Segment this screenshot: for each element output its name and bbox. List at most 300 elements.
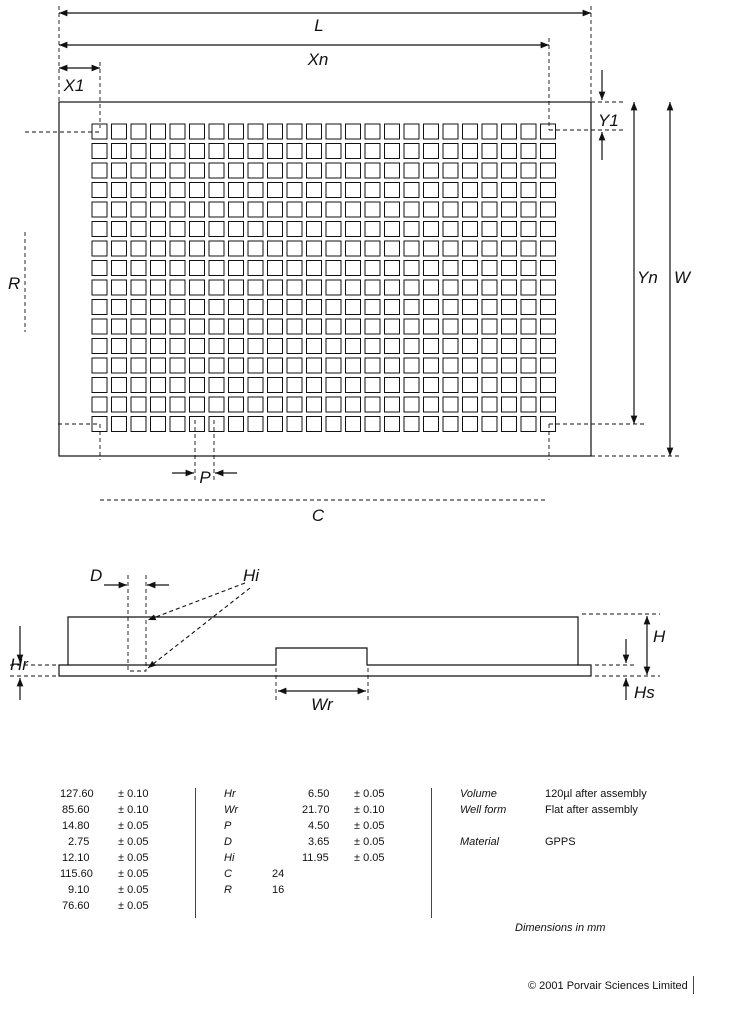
well [346,202,361,217]
label-P: P [199,468,211,487]
well [307,417,322,432]
well [424,261,439,276]
well [131,222,146,237]
well [443,222,458,237]
well [151,124,166,139]
well [463,261,478,276]
spec-value: 11.95 [302,852,329,864]
label-Yn: Yn [637,268,658,287]
label-Y1: Y1 [598,111,619,130]
well [541,319,556,334]
well [502,222,517,237]
well [424,417,439,432]
well [346,222,361,237]
well [209,222,224,237]
well [268,358,283,373]
well [287,378,302,393]
well [482,124,497,139]
well [424,300,439,315]
well [248,397,263,412]
well [229,183,244,198]
well [170,124,185,139]
side-view [10,575,660,700]
well [404,241,419,256]
well [502,261,517,276]
well [404,339,419,354]
well [112,280,127,295]
well [209,202,224,217]
spec-value: Flat after assembly [545,804,638,816]
label-Xn: Xn [307,50,329,69]
well [307,144,322,159]
well [482,183,497,198]
well [307,339,322,354]
well [346,124,361,139]
well [268,124,283,139]
well [112,378,127,393]
well [170,280,185,295]
well [385,144,400,159]
well [92,378,107,393]
well [541,202,556,217]
well [209,163,224,178]
well [190,339,205,354]
well [404,124,419,139]
well [287,144,302,159]
well [287,183,302,198]
spec-value: 16 [272,884,285,896]
well [92,222,107,237]
well [112,319,127,334]
spec-value: 4.50 [308,820,330,832]
well [463,124,478,139]
well [268,280,283,295]
spec-symbol: Hi [224,852,235,864]
well [287,319,302,334]
label-Hs: Hs [634,683,655,702]
well [521,202,536,217]
well [346,339,361,354]
well [307,124,322,139]
well [92,280,107,295]
spec-symbol: D [224,836,232,848]
well [151,163,166,178]
label-H: H [653,627,666,646]
well [92,339,107,354]
well [502,124,517,139]
well [307,397,322,412]
well [326,378,341,393]
well [365,280,380,295]
well [365,319,380,334]
well [92,397,107,412]
well [443,261,458,276]
well [287,339,302,354]
well [521,124,536,139]
well [170,144,185,159]
well [209,358,224,373]
well [385,124,400,139]
well [151,300,166,315]
well [326,202,341,217]
well [326,261,341,276]
well [326,222,341,237]
well [385,202,400,217]
well [151,261,166,276]
well [482,280,497,295]
well [190,163,205,178]
well [151,417,166,432]
well [92,124,107,139]
well [385,397,400,412]
well [190,397,205,412]
spec-tolerance: ± 0.10 [118,788,149,800]
well [463,378,478,393]
spec-symbol: P [224,820,232,832]
well [463,319,478,334]
well [326,358,341,373]
well [112,144,127,159]
well [424,378,439,393]
well [170,339,185,354]
well [541,183,556,198]
well [385,222,400,237]
well [131,358,146,373]
well [209,183,224,198]
well [92,241,107,256]
well [443,358,458,373]
well [248,358,263,373]
well [482,319,497,334]
label-X1: X1 [63,76,85,95]
well [190,280,205,295]
well [424,339,439,354]
well [463,339,478,354]
well [209,124,224,139]
well [502,300,517,315]
well [209,300,224,315]
well [502,202,517,217]
well-grid [92,124,556,432]
spec-value: 120µl after assembly [545,788,647,800]
well [463,397,478,412]
well [151,397,166,412]
well [502,339,517,354]
well [463,241,478,256]
well [482,144,497,159]
well [326,339,341,354]
well [541,300,556,315]
well [404,319,419,334]
well [190,319,205,334]
well [404,397,419,412]
spec-value: 21.70 [302,804,330,816]
side-profile [59,617,591,676]
well [502,378,517,393]
well [248,378,263,393]
well [209,319,224,334]
well [424,183,439,198]
well [326,241,341,256]
well [229,241,244,256]
well [365,339,380,354]
spec-table [0,788,750,928]
well [385,319,400,334]
well [190,124,205,139]
well [307,202,322,217]
well [424,144,439,159]
well [268,241,283,256]
spec-tolerance: ± 0.05 [118,868,149,880]
well [307,358,322,373]
spec-value: 115.60 [60,868,93,880]
well [190,261,205,276]
well [170,241,185,256]
well [131,339,146,354]
well [385,417,400,432]
spec-value: 127.60 [60,788,94,800]
label-Hi: Hi [243,566,260,585]
well [521,378,536,393]
well [424,241,439,256]
label-D: D [90,566,103,585]
well [541,358,556,373]
spec-tolerance: ± 0.05 [354,852,385,864]
well [287,241,302,256]
well [287,417,302,432]
well [443,319,458,334]
well [443,378,458,393]
spec-value: 3.65 [308,836,330,848]
well [287,124,302,139]
well [190,417,205,432]
well [112,183,127,198]
well [443,300,458,315]
well [170,417,185,432]
well [326,124,341,139]
well [365,202,380,217]
well [346,300,361,315]
well [502,163,517,178]
well [209,280,224,295]
well [268,300,283,315]
well [248,202,263,217]
spec-key: Volume [460,788,497,800]
table-divider-2 [431,788,432,918]
well [326,397,341,412]
well [248,280,263,295]
well [424,222,439,237]
well [541,378,556,393]
well [268,378,283,393]
spec-tolerance: ± 0.05 [118,884,149,896]
well [521,358,536,373]
well [424,358,439,373]
well [326,163,341,178]
well [248,300,263,315]
well [482,261,497,276]
well [463,163,478,178]
well [502,241,517,256]
well [482,417,497,432]
spec-symbol: Hr [224,788,236,800]
well [287,163,302,178]
well [326,319,341,334]
well [248,417,263,432]
well [287,397,302,412]
well [482,300,497,315]
well [190,241,205,256]
spec-value: 6.50 [308,788,330,800]
well [541,241,556,256]
well [92,319,107,334]
well [365,358,380,373]
well [502,358,517,373]
spec-value: GPPS [545,836,576,848]
spec-value: 24 [272,868,285,880]
well [229,339,244,354]
well [307,222,322,237]
well [248,222,263,237]
spec-symbol: C [224,868,232,880]
well [112,222,127,237]
well [268,202,283,217]
label-W: W [674,268,691,287]
label-R: R [8,274,21,293]
spec-tolerance: ± 0.05 [118,900,149,912]
well [521,397,536,412]
well [248,163,263,178]
well [346,183,361,198]
well [521,241,536,256]
well [229,144,244,159]
well [112,261,127,276]
well [248,241,263,256]
well [385,241,400,256]
well [190,183,205,198]
well [92,358,107,373]
well [346,261,361,276]
well [404,378,419,393]
well [268,319,283,334]
well [443,280,458,295]
well [502,183,517,198]
well [404,280,419,295]
well [170,378,185,393]
well [190,144,205,159]
spec-value: 12.10 [62,852,90,864]
well [404,358,419,373]
well [443,339,458,354]
well [404,144,419,159]
spec-tolerance: ± 0.10 [354,804,385,816]
well [268,222,283,237]
well [521,339,536,354]
well [541,163,556,178]
well [404,202,419,217]
well [131,202,146,217]
label-Wr: Wr [311,695,333,714]
well [326,144,341,159]
well [268,261,283,276]
well [463,358,478,373]
spec-value: 14.80 [62,820,90,832]
well [424,319,439,334]
well [131,124,146,139]
spec-tolerance: ± 0.05 [118,852,149,864]
well [404,261,419,276]
well [170,300,185,315]
spec-tolerance: ± 0.05 [354,836,385,848]
well [209,339,224,354]
well [229,358,244,373]
well [365,163,380,178]
well [541,339,556,354]
well [385,261,400,276]
well [287,222,302,237]
well [209,261,224,276]
well [170,183,185,198]
well [365,183,380,198]
well [131,300,146,315]
side-well-section [128,617,146,671]
well [229,319,244,334]
table-divider-1 [195,788,196,918]
well [541,261,556,276]
well [229,222,244,237]
well [541,280,556,295]
well [131,378,146,393]
well [287,358,302,373]
well [131,241,146,256]
well [307,378,322,393]
well [365,144,380,159]
well [307,261,322,276]
well [521,163,536,178]
well [92,163,107,178]
well [229,163,244,178]
well [131,144,146,159]
well [151,319,166,334]
hi-leader-top [148,583,245,620]
well [521,222,536,237]
well [346,280,361,295]
well [268,163,283,178]
well [385,280,400,295]
well [346,378,361,393]
well [404,417,419,432]
well [307,319,322,334]
well [190,300,205,315]
spec-value: 2.75 [68,836,90,848]
well [404,163,419,178]
well [385,163,400,178]
well [92,183,107,198]
well [229,202,244,217]
well [463,417,478,432]
well [190,358,205,373]
spec-tolerance: ± 0.05 [354,820,385,832]
well [521,144,536,159]
well [443,202,458,217]
well [365,417,380,432]
well [92,202,107,217]
well [365,124,380,139]
well [131,417,146,432]
well [385,358,400,373]
well [443,397,458,412]
well [482,241,497,256]
